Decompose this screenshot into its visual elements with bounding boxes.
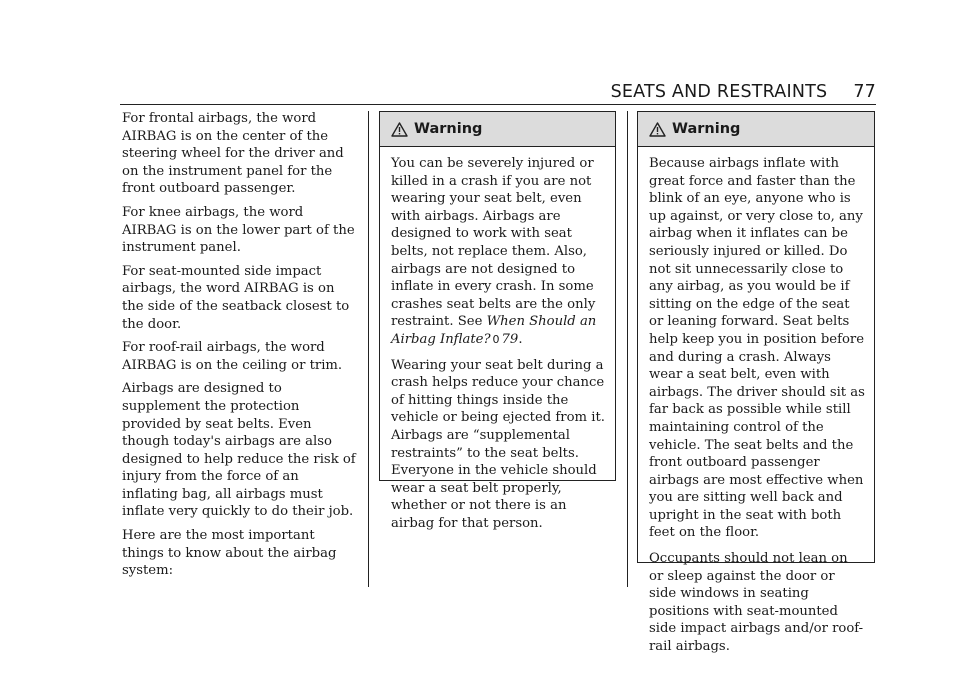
warning-paragraph: Because airbags inflate with great force and faster than the blink of an eye, anyone who is up against, or very close to, any airbag when it inflates can be seriously injured or killed. Do not sit unnecessarily close to any airbag, as you would be if sitting on the edge of the seat or leaning forward. Seat belts help keep you in position before and during a crash. Always wear a seat belt, even with airbags. The driver should sit as far back as possible while still maintaining control of the vehicle. The seat belts and the front outboard passenger airbags are most effective when you are sitting well back and upright in the seat with both feet on the floor. [649,156,865,541]
warning-paragraph: Occupants should not lean on or sleep against the door or side windows in seating positions with seat-mounted side impact airbags and/or roof-rail airbags. [649,551,864,655]
paragraph-knee-airbags: For knee airbags, the word AIRBAG is on the lower part of the instrument panel. [122,204,355,256]
warning-triangle-icon [391,122,408,137]
cross-reference-page[interactable]: 79 [501,331,519,347]
warning-header [638,112,874,147]
warning-paragraph: You can be severely injured or killed in a crash if you are not wearing your seat belt, even with airbags. Airbags are designed to work with seat belts, not replace them. Also, airbags are not designed to inflate in every crash. In some crashes seat belts are the only restraint. See When Should an Airbag Inflate? 0 79. [391,156,597,347]
paragraph-frontal-airbags: For frontal airbags, the word AIRBAG is on the center of the steering wheel for the driver and on the instrument panel for the front outboard passenger. [122,111,344,197]
page-ref-icon: 0 [492,332,500,346]
paragraph-side-impact-airbags: For seat-mounted side impact airbags, the word AIRBAG is on the side of the seatback closest to the door. [122,263,350,332]
warning-paragraph: Wearing your seat belt during a crash helps reduce your chance of hitting things inside the vehicle or being ejected from it. Airbags are “supplemental restraints” to the seat belts. Everyone in the vehicle should wear a seat belt properly, whether or not there is an airbag for that person. [391,357,605,531]
section-title: SEATS AND RESTRAINTS [610,82,828,102]
warning-box-seat-belt [379,111,616,531]
warning-title: Warning [672,121,741,137]
page-number: 77 [853,82,876,102]
column-divider-left [368,111,369,587]
column-one [122,110,358,586]
warning-body [638,147,874,656]
paragraph-roof-rail-airbags: For roof-rail airbags, the word AIRBAG is on the ceiling or trim. [122,340,343,373]
warning-triangle-icon [649,122,666,137]
column-divider-right [627,111,628,587]
paragraph-airbag-design: Airbags are designed to supplement the protection provided by seat belts. Even though today's airbags are also designed to help reduce the risk of injury from the force of an inflating bag, all airbags must inflate very quickly to do their job. [122,381,356,520]
cross-reference-link[interactable]: When Should an Airbag Inflate? [391,314,597,347]
warning-title: Warning [414,121,483,137]
running-header [611,82,876,102]
warning-box-airbag-proximity [637,111,875,655]
header-rule [120,104,876,105]
paragraph-important-things: Here are the most important things to know about the airbag system: [122,528,337,579]
warning-body [380,147,615,532]
warning-header [380,112,615,147]
